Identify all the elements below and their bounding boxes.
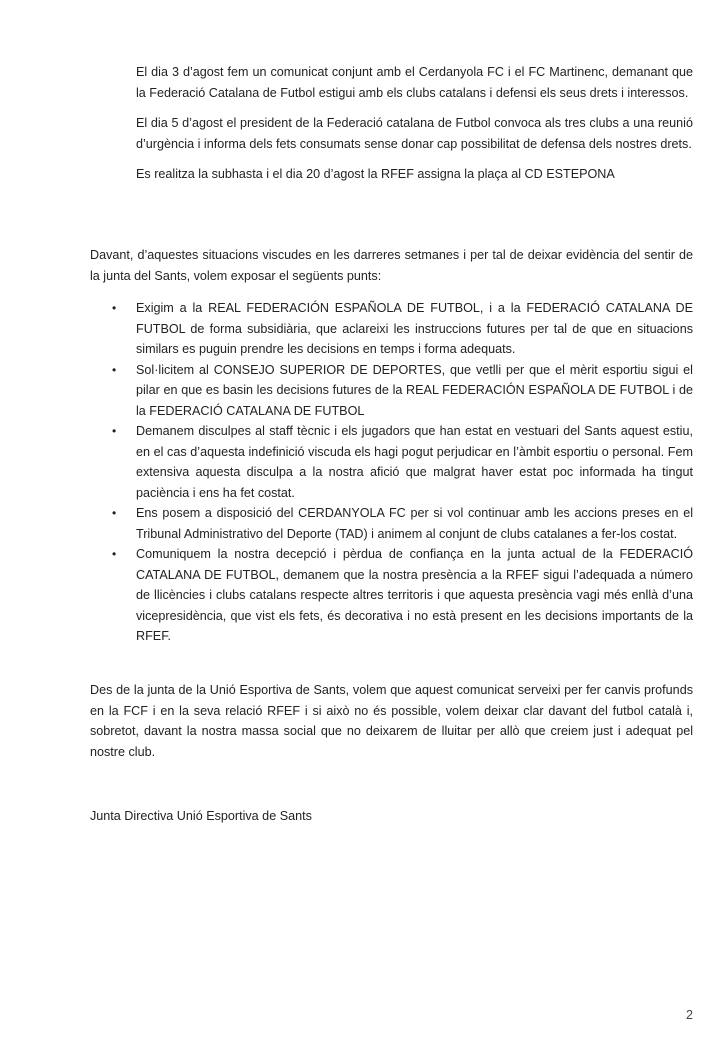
bullet-icon: • bbox=[112, 424, 117, 438]
list-item-text: Comuniquem la nostra decepció i pèrdua de confiança en la junta actual de la FEDERACIÓ CATALANA DE FUTBOL, demanem que la nostra presència a la RFEF sigui l’adequada a número de llicències i clubs catalans respecte altres territoris i que aquesta presència vagi més enllà d’una vicepresidència, que vist els fets, és decorativa i no està present en les decisions importants de la RFEF. bbox=[136, 547, 693, 643]
closing-paragraph: Des de la junta de la Unió Esportiva de Sants, volem que aquest comunicat serveixi per fer canvis profunds en la FCF i en la seva relació RFEF i si això no és possible, volem deixar clar davant del futbol català i, sobretot, davant la nostra massa social que no deixarem de lluitar per allò que creiem just i adequat pel nostre club. bbox=[90, 683, 693, 759]
list-item-text: Exigim a la REAL FEDERACIÓN ESPAÑOLA DE FUTBOL, i a la FEDERACIÓ CATALANA DE FUTBOL de forma subsidiària, que aclareixi les instruccions futures per tal de que en situacions similars es puguin prendre les decisions en temps i forma adequats. bbox=[136, 301, 693, 356]
intro-paragraphs bbox=[136, 62, 693, 195]
list-item-text: Ens posem a disposició del CERDANYOLA FC per si vol continuar amb les accions preses en el Tribunal Administrativo del Deporte (TAD) i animem al conjunt de clubs catalanes a fer-los costat. bbox=[136, 506, 693, 541]
list-item bbox=[90, 544, 693, 647]
bullet-icon: • bbox=[112, 547, 117, 561]
closing-paragraph-block bbox=[90, 680, 693, 772]
intro-paragraph: El dia 3 d’agost fem un comunicat conjunt amb el Cerdanyola FC i el FC Martinenc, demanant que la Federació Catalana de Futbol estigui amb els clubs catalans i defensi els seus drets i interessos. bbox=[136, 65, 693, 100]
list-item bbox=[90, 360, 693, 422]
points-list bbox=[90, 298, 693, 647]
list-item-text: Demanem disculpes al staff tècnic i els jugadors que han estat en vestuari del Sants aquest estiu, en el cas d’aquesta indefinició viscuda els hagi pogut perjudicar en l’àmbit esportiu o personal. Fem extensiva aquesta disculpa a la nostra afició que malgrat haver estat poc informada ha tingut paciència i ens ha fet costat. bbox=[136, 424, 693, 500]
lead-paragraph-block bbox=[90, 245, 693, 296]
intro-paragraph: El dia 5 d’agost el president de la Federació catalana de Futbol convoca als tres clubs a una reunió d’urgència i informa dels fets consumats sense donar cap possibilitat de defensa dels nostres drets. bbox=[136, 116, 693, 151]
page-number: 2 bbox=[685, 1008, 693, 1022]
lead-paragraph: Davant, d’aquestes situacions viscudes en les darreres setmanes i per tal de deixar evidència del sentir de la junta del Sants, volem exposar el següents punts: bbox=[90, 248, 693, 283]
list-item bbox=[90, 503, 693, 544]
bullet-icon: • bbox=[112, 506, 117, 520]
list-item bbox=[90, 421, 693, 503]
bullet-icon: • bbox=[112, 301, 117, 315]
list-item bbox=[90, 298, 693, 360]
list-item-text: Sol·licitem al CONSEJO SUPERIOR DE DEPORTES, que vetlli per que el mèrit esportiu sigui el pilar en que es basin les decisions futures de la REAL FEDERACIÓN ESPAÑOLA DE FUTBOL i de la FEDERACIÓ CATALANA DE FUTBOL bbox=[136, 362, 693, 418]
intro-paragraph: Es realitza la subhasta i el dia 20 d’agost la RFEF assigna la plaça al CD ESTEPONA bbox=[136, 167, 615, 181]
bullet-icon: • bbox=[112, 362, 117, 377]
signature: Junta Directiva Unió Esportiva de Sants bbox=[90, 809, 312, 823]
